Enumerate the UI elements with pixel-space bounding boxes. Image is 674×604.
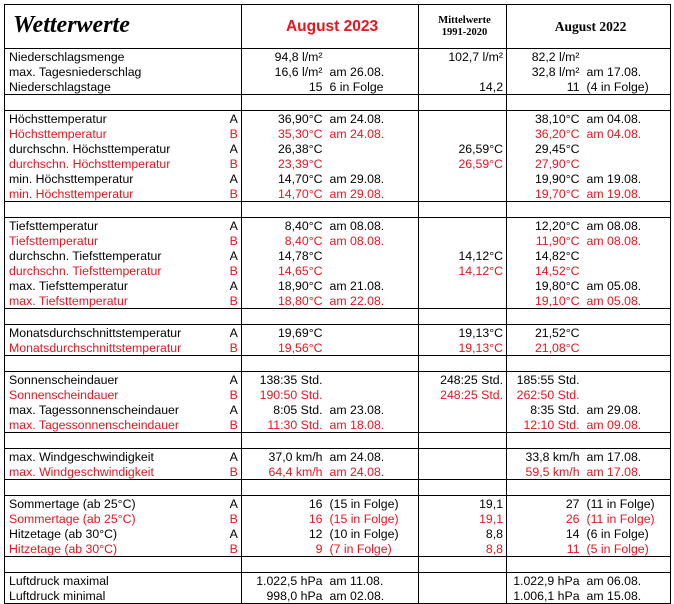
value-mittel: 248:25 Std. bbox=[419, 372, 507, 388]
detail-2023: am 11.08. bbox=[326, 573, 419, 589]
detail-2023 bbox=[326, 372, 419, 388]
detail-2023: am 24.08. bbox=[329, 464, 385, 479]
row-label: Niederschlagstage bbox=[5, 79, 223, 95]
table-row bbox=[5, 402, 671, 417]
row-station: B bbox=[229, 464, 238, 479]
value-2022: 12:10 Std. bbox=[507, 417, 583, 433]
detail-2023 bbox=[326, 49, 419, 65]
detail-2022: am 05.08. bbox=[583, 293, 671, 309]
detail-2023: am 29.08. bbox=[329, 186, 385, 201]
value-2023: 18,90°C bbox=[242, 278, 326, 293]
row-label: max. Tagessonnenscheindauer bbox=[5, 402, 223, 417]
table-row bbox=[5, 541, 671, 557]
value-2023: 14,65°C bbox=[242, 263, 326, 278]
detail-2022 bbox=[583, 49, 671, 65]
detail-2023 bbox=[326, 263, 419, 278]
value-mittel bbox=[419, 126, 507, 141]
value-2023: 14,70°C bbox=[242, 186, 326, 202]
detail-2022: am 09.08. bbox=[583, 417, 671, 433]
detail-2023: am 02.08. bbox=[326, 588, 419, 604]
detail-2023: am 26.08. bbox=[329, 64, 385, 79]
value-2023: 138:35 Std. bbox=[242, 372, 326, 388]
detail-2023: 6 in Folge bbox=[329, 79, 384, 94]
value-mittel: 19,1 bbox=[419, 496, 507, 512]
value-2022: 59,5 km/h bbox=[507, 464, 583, 480]
detail-2022 bbox=[583, 340, 671, 356]
value-2023: 1.022,5 hPa bbox=[242, 573, 326, 589]
value-mittel bbox=[419, 402, 507, 417]
spacer-row bbox=[5, 309, 671, 325]
value-2022: 27,90°C bbox=[507, 156, 583, 171]
value-mittel: 26,59°C bbox=[419, 156, 507, 171]
table-row bbox=[5, 263, 671, 278]
value-2023: 11:30 Std. bbox=[242, 417, 326, 433]
value-2022: 26 bbox=[507, 511, 583, 526]
detail-2022 bbox=[583, 325, 671, 341]
row-label: Hitzetage (ab 30°C) bbox=[5, 541, 223, 557]
detail-2022 bbox=[583, 248, 671, 263]
value-mittel bbox=[419, 293, 507, 309]
value-2022: 11 bbox=[507, 79, 583, 95]
detail-2023: (15 in Folge) bbox=[329, 511, 399, 526]
spacer-row bbox=[5, 557, 671, 573]
table-title: Wetterwerte bbox=[13, 12, 130, 38]
row-label: max. Tiefsttemperatur bbox=[5, 293, 223, 309]
header-mittelwerte-line2: 1991-2020 bbox=[441, 26, 488, 38]
table-row bbox=[5, 126, 671, 141]
row-station: B bbox=[229, 293, 238, 308]
detail-2023 bbox=[326, 325, 419, 341]
row-label: Sommertage (ab 25°C) bbox=[5, 496, 223, 512]
table-row bbox=[5, 141, 671, 156]
detail-2022: am 17.08. bbox=[583, 464, 671, 480]
detail-2023: am 24.08. bbox=[326, 111, 419, 127]
value-2023: 8,40°C bbox=[242, 218, 326, 234]
row-station: A bbox=[223, 218, 242, 234]
value-2022: 21,52°C bbox=[507, 325, 583, 341]
row-station: B bbox=[229, 156, 238, 171]
table-row bbox=[5, 372, 671, 388]
value-mittel bbox=[419, 171, 507, 186]
row-label: Luftdruck minimal bbox=[5, 588, 223, 604]
table-row bbox=[5, 325, 671, 341]
value-2022: 29,45°C bbox=[507, 141, 583, 156]
value-2023: 998,0 hPa bbox=[242, 588, 326, 604]
detail-2022: am 15.08. bbox=[583, 588, 671, 604]
detail-2022: am 04.08. bbox=[583, 126, 671, 141]
value-mittel: 19,13°C bbox=[419, 340, 507, 356]
row-label: max. Tagessonnenscheindauer bbox=[5, 417, 223, 433]
row-station: A bbox=[229, 248, 238, 263]
detail-2023: am 23.08. bbox=[329, 402, 385, 417]
row-label: durchschn. Tiefsttemperatur bbox=[5, 263, 223, 278]
detail-2022: (11 in Folge) bbox=[583, 496, 671, 512]
value-2023: 14,70°C bbox=[242, 171, 326, 186]
row-station: B bbox=[229, 233, 238, 248]
value-mittel bbox=[419, 417, 507, 433]
value-mittel: 14,2 bbox=[419, 79, 507, 95]
detail-2023: am 21.08. bbox=[329, 278, 385, 293]
detail-2023: (7 in Folge) bbox=[329, 541, 392, 556]
value-mittel bbox=[419, 464, 507, 480]
detail-2022 bbox=[583, 263, 671, 278]
value-2023: 23,39°C bbox=[242, 156, 326, 171]
detail-2022 bbox=[583, 387, 671, 402]
row-station bbox=[223, 588, 242, 604]
table-row bbox=[5, 293, 671, 309]
row-station: A bbox=[223, 496, 242, 512]
value-2022: 19,70°C bbox=[507, 186, 583, 202]
detail-2023: am 08.08. bbox=[329, 233, 385, 248]
row-station: B bbox=[229, 417, 238, 432]
header-august-2022: August 2022 bbox=[507, 5, 671, 49]
row-label: durchschn. Höchsttemperatur bbox=[5, 141, 223, 156]
spacer-row bbox=[5, 95, 671, 111]
value-2023: 64,4 km/h bbox=[242, 464, 326, 480]
row-station: A bbox=[229, 141, 238, 156]
value-2023: 19,69°C bbox=[242, 325, 326, 341]
value-2023: 16 bbox=[242, 511, 326, 526]
detail-2023: am 22.08. bbox=[329, 293, 385, 308]
detail-2022 bbox=[583, 372, 671, 388]
spacer-row bbox=[5, 202, 671, 218]
detail-2023 bbox=[326, 248, 419, 263]
row-label: max. Tiefsttemperatur bbox=[5, 278, 223, 293]
header-row bbox=[5, 5, 671, 49]
value-mittel: 19,13°C bbox=[419, 325, 507, 341]
value-mittel bbox=[419, 186, 507, 202]
detail-2022: am 05.08. bbox=[583, 278, 671, 293]
table-row bbox=[5, 186, 671, 202]
row-label: Tiefsttemperatur bbox=[5, 218, 223, 234]
table-row bbox=[5, 588, 671, 604]
row-label: Höchsttemperatur bbox=[5, 111, 223, 127]
value-mittel: 8,8 bbox=[419, 541, 507, 557]
value-2022: 19,90°C bbox=[507, 171, 583, 186]
detail-2022: am 06.08. bbox=[583, 573, 671, 589]
value-mittel bbox=[419, 218, 507, 234]
value-2022: 38,10°C bbox=[507, 111, 583, 127]
detail-2022: am 04.08. bbox=[583, 111, 671, 127]
value-mittel bbox=[419, 278, 507, 293]
table-row bbox=[5, 218, 671, 234]
detail-2022: (6 in Folge) bbox=[583, 526, 671, 541]
detail-2022: am 29.08. bbox=[583, 402, 671, 417]
row-label: Höchsttemperatur bbox=[5, 126, 223, 141]
table-row bbox=[5, 496, 671, 512]
table-row bbox=[5, 573, 671, 589]
detail-2023: (10 in Folge) bbox=[329, 526, 399, 541]
detail-2023: (15 in Folge) bbox=[326, 496, 419, 512]
table-row bbox=[5, 340, 671, 356]
value-2023: 12 bbox=[242, 526, 326, 541]
value-2022: 27 bbox=[507, 496, 583, 512]
detail-2023 bbox=[326, 141, 419, 156]
value-mittel bbox=[419, 64, 507, 79]
value-2023: 36,90°C bbox=[242, 111, 326, 127]
row-label: Niederschlagsmenge bbox=[5, 49, 223, 65]
value-2023: 9 bbox=[242, 541, 326, 557]
row-station: A bbox=[223, 325, 242, 341]
table-row bbox=[5, 156, 671, 171]
table-row bbox=[5, 64, 671, 79]
header-august-2023: August 2023 bbox=[242, 5, 419, 49]
row-station: B bbox=[229, 126, 238, 141]
detail-2023: am 18.08. bbox=[329, 417, 385, 432]
table-row bbox=[5, 248, 671, 263]
detail-2023: am 29.08. bbox=[329, 171, 385, 186]
table-row bbox=[5, 449, 671, 465]
table-row bbox=[5, 233, 671, 248]
value-mittel: 26,59°C bbox=[419, 141, 507, 156]
row-station: A bbox=[223, 372, 242, 388]
value-2022: 32,8 l/m² bbox=[507, 64, 583, 79]
value-2023: 15 bbox=[242, 79, 326, 95]
value-mittel bbox=[419, 573, 507, 589]
table-row bbox=[5, 511, 671, 526]
value-2023: 190:50 Std. bbox=[242, 387, 326, 402]
value-2023: 35,30°C bbox=[242, 126, 326, 141]
detail-2022: (4 in Folge) bbox=[583, 79, 671, 95]
row-station: B bbox=[229, 263, 238, 278]
detail-2023 bbox=[326, 387, 419, 402]
row-station bbox=[223, 64, 242, 79]
row-label: durchschn. Höchsttemperatur bbox=[5, 156, 223, 171]
detail-2022: am 08.08. bbox=[583, 233, 671, 248]
row-station: B bbox=[229, 340, 238, 355]
value-2022: 1.006,1 hPa bbox=[507, 588, 583, 604]
value-2022: 12,20°C bbox=[507, 218, 583, 234]
row-label: Monatsdurchschnittstemperatur bbox=[5, 340, 223, 356]
row-station: A bbox=[229, 526, 238, 541]
table-row bbox=[5, 111, 671, 127]
row-label: Luftdruck maximal bbox=[5, 573, 223, 589]
value-2023: 19,56°C bbox=[242, 340, 326, 356]
header-mittelwerte bbox=[419, 5, 507, 49]
value-2022: 1.022,9 hPa bbox=[507, 573, 583, 589]
detail-2023 bbox=[326, 156, 419, 171]
row-station: B bbox=[229, 387, 238, 402]
table-row bbox=[5, 171, 671, 186]
detail-2022: am 19.08. bbox=[583, 186, 671, 202]
row-label: min. Höchsttemperatur bbox=[5, 171, 223, 186]
value-mittel: 14,12°C bbox=[419, 263, 507, 278]
table-row bbox=[5, 417, 671, 433]
row-label: min. Höchsttemperatur bbox=[5, 186, 223, 202]
detail-2023 bbox=[326, 340, 419, 356]
value-2022: 33,8 km/h bbox=[507, 449, 583, 465]
value-mittel: 19,1 bbox=[419, 511, 507, 526]
value-mittel bbox=[419, 111, 507, 127]
value-2022: 8:35 Std. bbox=[507, 402, 583, 417]
value-2022: 19,10°C bbox=[507, 293, 583, 309]
value-2022: 21,08°C bbox=[507, 340, 583, 356]
row-label: Sommertage (ab 25°C) bbox=[5, 511, 223, 526]
row-station: B bbox=[229, 186, 238, 201]
detail-2023: am 08.08. bbox=[326, 218, 419, 234]
detail-2022: (11 in Folge) bbox=[583, 511, 671, 526]
value-2023: 16,6 l/m² bbox=[242, 64, 326, 79]
row-label: durchschn. Tiefsttemperatur bbox=[5, 248, 223, 263]
row-station: B bbox=[229, 541, 238, 556]
value-mittel bbox=[419, 588, 507, 604]
detail-2022: am 08.08. bbox=[583, 218, 671, 234]
detail-2022 bbox=[583, 141, 671, 156]
value-mittel bbox=[419, 449, 507, 465]
value-2023: 18,80°C bbox=[242, 293, 326, 309]
value-2023: 14,78°C bbox=[242, 248, 326, 263]
table-row bbox=[5, 464, 671, 480]
value-2022: 82,2 l/m² bbox=[507, 49, 583, 65]
value-mittel: 8,8 bbox=[419, 526, 507, 541]
value-mittel: 102,7 l/m² bbox=[419, 49, 507, 65]
row-label: Tiefsttemperatur bbox=[5, 233, 223, 248]
weather-table bbox=[4, 4, 671, 604]
table-row bbox=[5, 79, 671, 95]
row-station bbox=[223, 79, 242, 95]
value-2022: 11 bbox=[507, 541, 583, 557]
value-2022: 14,52°C bbox=[507, 263, 583, 278]
value-mittel: 14,12°C bbox=[419, 248, 507, 263]
row-label: max. Windgeschwindigkeit bbox=[5, 449, 223, 465]
row-station: A bbox=[223, 449, 242, 465]
value-mittel bbox=[419, 233, 507, 248]
value-2022: 262:50 Std. bbox=[507, 387, 583, 402]
value-2022: 11,90°C bbox=[507, 233, 583, 248]
table-row bbox=[5, 278, 671, 293]
table-row bbox=[5, 387, 671, 402]
detail-2022: am 19.08. bbox=[583, 171, 671, 186]
row-label: max. Tagesniederschlag bbox=[5, 64, 223, 79]
row-label: Sonnenscheindauer bbox=[5, 387, 223, 402]
row-label: Monatsdurchschnittstemperatur bbox=[5, 325, 223, 341]
value-2022: 19,80°C bbox=[507, 278, 583, 293]
row-label: Hitzetage (ab 30°C) bbox=[5, 526, 223, 541]
detail-2022 bbox=[583, 156, 671, 171]
row-station: A bbox=[229, 402, 238, 417]
row-label: Sonnenscheindauer bbox=[5, 372, 223, 388]
detail-2022: (5 in Folge) bbox=[583, 541, 671, 557]
spacer-row bbox=[5, 433, 671, 449]
row-station: A bbox=[223, 111, 242, 127]
detail-2023: am 24.08. bbox=[326, 449, 419, 465]
row-station: A bbox=[229, 171, 238, 186]
detail-2022: am 17.08. bbox=[583, 64, 671, 79]
row-station bbox=[223, 49, 242, 65]
header-mittelwerte-line1: Mittelwerte bbox=[438, 14, 491, 26]
row-station: A bbox=[229, 278, 238, 293]
table-row bbox=[5, 49, 671, 65]
value-2023: 37,0 km/h bbox=[242, 449, 326, 465]
row-station bbox=[223, 573, 242, 589]
row-label: max. Windgeschwindigkeit bbox=[5, 464, 223, 480]
spacer-row bbox=[5, 480, 671, 496]
value-2023: 16 bbox=[242, 496, 326, 512]
value-2023: 8,40°C bbox=[242, 233, 326, 248]
table-row bbox=[5, 526, 671, 541]
value-2022: 14 bbox=[507, 526, 583, 541]
spacer-row bbox=[5, 356, 671, 372]
value-2023: 8:05 Std. bbox=[242, 402, 326, 417]
value-2022: 36,20°C bbox=[507, 126, 583, 141]
value-2023: 26,38°C bbox=[242, 141, 326, 156]
detail-2022: am 17.08. bbox=[583, 449, 671, 465]
value-2023: 94,8 l/m² bbox=[242, 49, 326, 65]
value-mittel: 248:25 Std. bbox=[419, 387, 507, 402]
detail-2023: am 24.08. bbox=[329, 126, 385, 141]
value-2022: 14,82°C bbox=[507, 248, 583, 263]
value-2022: 185:55 Std. bbox=[507, 372, 583, 388]
row-station: B bbox=[229, 511, 238, 526]
